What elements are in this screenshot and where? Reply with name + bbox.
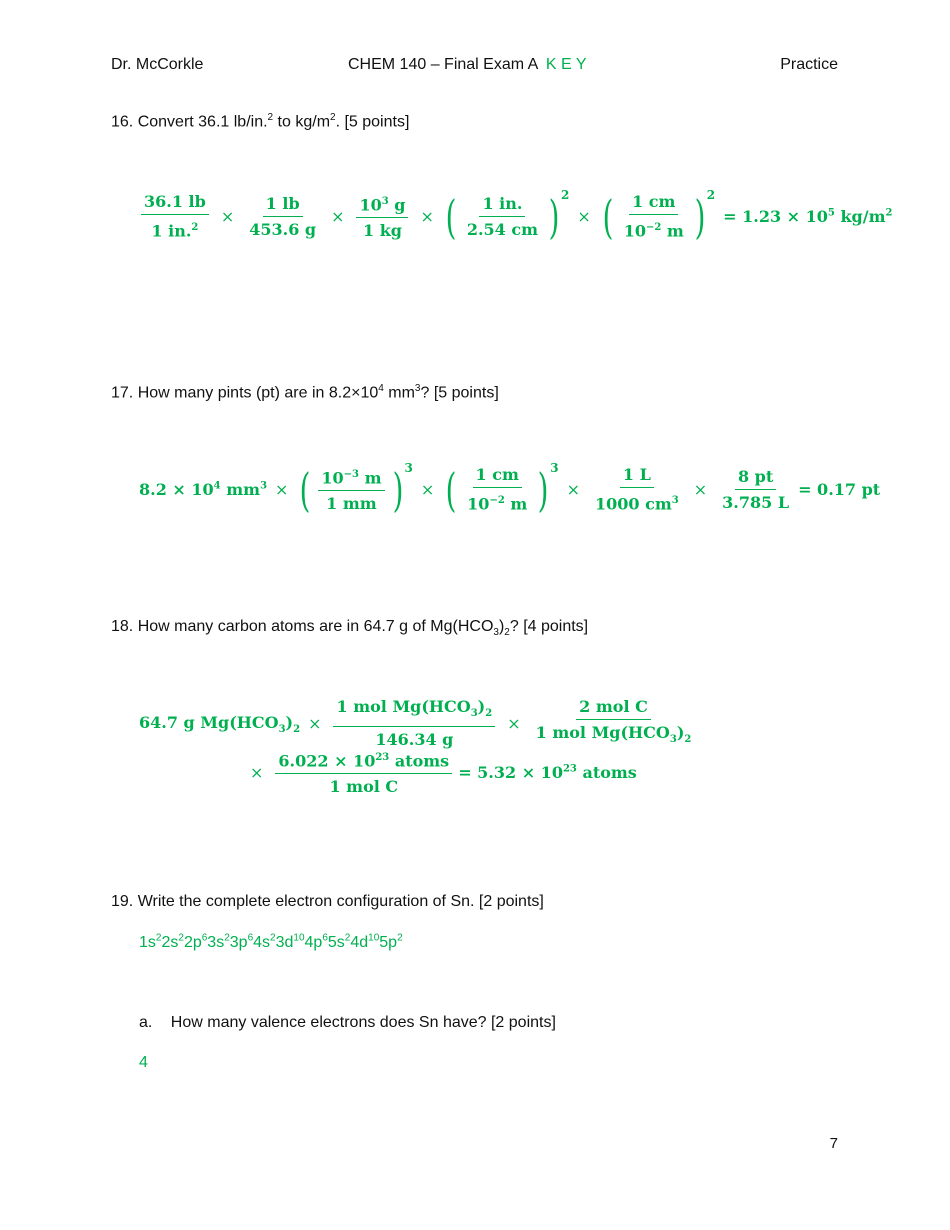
question-19a-label: a. [139, 1014, 153, 1031]
q16-result: = $1.23 \times 10^5$ $kg/m^2$ [723, 207, 893, 227]
config-term: $4s^2$ [253, 933, 276, 952]
q18-result: = $5.32 \times 10^{23}$ atoms [458, 763, 637, 783]
config-term: $3d^{10}$ [275, 933, 305, 952]
page-number: 7 [829, 1135, 838, 1152]
q18-fraction-1: $\frac{1 mol Mg(HCO_3)_2}{146.34 g}$ [333, 697, 495, 750]
question-19a-prompt: How many valence electrons does Sn have? [2 points] [170, 1014, 556, 1031]
question-17-answer: $8.2 \times 10^4$ $mm^3$ × ( $\frac{10^{-3} m}{1 mm}$ ) 3 × ( $\frac{1 cm}{10^{-2} m}$ ) 3 × $\frac{1 L}{1000 cm^3}$ × $\frac{8 pt}{3.785 L}$ = 0.17 pt [139, 460, 881, 517]
q18-fraction-2: $\frac{\text{2 mol C}}{1 mol Mg(HCO_3)_2}$ [535, 697, 692, 746]
config-term: $4p^6$ [304, 933, 328, 952]
q17-fraction-4: $\frac{8 pt}{3.785 L}$ [722, 466, 790, 512]
q17-fraction-2-group: ( $\frac{1 cm}{10^{-2} m}$ ) 3 [445, 460, 559, 517]
header-author: Dr. McCorkle [111, 56, 204, 73]
config-term: $1s^2$ [139, 933, 162, 952]
q17-start-quantity: $8.2 \times 10^4$ $mm^3$ [139, 480, 268, 500]
question-16-answer: $\frac{36.1 lb}{1 in.^2}$ × $\frac{1 lb}{453.6 g}$ × $\frac{10^3 g}{1 kg}$ × ( $\frac{1 in.}{2.54 cm}$ ) 2 × ( $\frac{1 cm}{10^{-2} m}$ ) 2 = $1.23 \times 10^5$ $kg/m^2$ [137, 192, 892, 241]
q18-start-quantity: 64.7 g $Mg(HCO_3)_2$ [139, 712, 301, 735]
q17-result: = 0.17 pt [798, 480, 881, 500]
config-term: $4d^{10}$ [350, 933, 380, 952]
config-term: $2s^2$ [161, 933, 184, 952]
q17-fraction-3: $\frac{1 L}{1000 cm^3}$ [595, 465, 679, 514]
q16-fraction-5-group: ( $\frac{1 cm}{10^{-2} m}$ ) 2 [602, 187, 716, 244]
question-19-prompt: 19. Write the complete electron configuration of Sn. [2 points] [111, 893, 544, 910]
q18-fraction-3: $\frac{6.022 \times 10^{23} atoms}{\text{1 mol C}}$ [275, 748, 452, 797]
q16-fraction-3: $\frac{10^3 g}{1 kg}$ [356, 192, 408, 241]
q16-fraction-1: $\frac{36.1 lb}{1 in.^2}$ [141, 192, 209, 241]
electron-configuration [139, 933, 403, 952]
header-practice: Practice [780, 56, 838, 73]
question-18-answer-line-1: 64.7 g $Mg(HCO_3)_2$ × $\frac{1 mol Mg(HCO_3)_2}{146.34 g}$ × $\frac{\text{2 mol C}}{1 mol Mg(HCO_3)_2}$ [139, 697, 698, 750]
header-course [348, 56, 587, 74]
question-17-prompt: 17. How many pints (pt) are in $8.2\times 10^4$ $mm^3$? [5 points] [111, 383, 499, 402]
header-course-title: CHEM 140 – Final Exam A [348, 56, 538, 73]
question-16-prompt: 16. Convert 36.1 lb/in.$^2$ to $kg/m^2$. [5 points] [111, 112, 410, 131]
config-term: $2p^6$ [183, 933, 208, 952]
q16-fraction-2: $\frac{1 lb}{453.6 g}$ [249, 193, 317, 239]
config-term: $5p^2$ [379, 933, 403, 952]
config-term: $3p^6$ [229, 933, 254, 952]
q16-fraction-4-group: ( $\frac{1 in.}{2.54 cm}$ ) 2 [445, 187, 570, 244]
question-19a [139, 1014, 556, 1032]
question-18-answer-line-2: × $\frac{6.022 \times 10^{23} atoms}{\text{1 mol C}}$ = $5.32 \times 10^{23}$ atoms [250, 748, 637, 797]
config-term: $5s^2$ [327, 933, 351, 952]
config-term: $3s^2$ [207, 933, 230, 952]
header-key: K E Y [545, 56, 587, 73]
question-18-prompt: 18. How many carbon atoms are in 64.7 g of $Mg(HCO_3)_2$? [4 points] [111, 618, 589, 639]
q17-fraction-1-group: ( $\frac{10^{-3} m}{1 mm}$ ) 3 [300, 460, 413, 517]
question-19a-answer: 4 [139, 1054, 148, 1071]
